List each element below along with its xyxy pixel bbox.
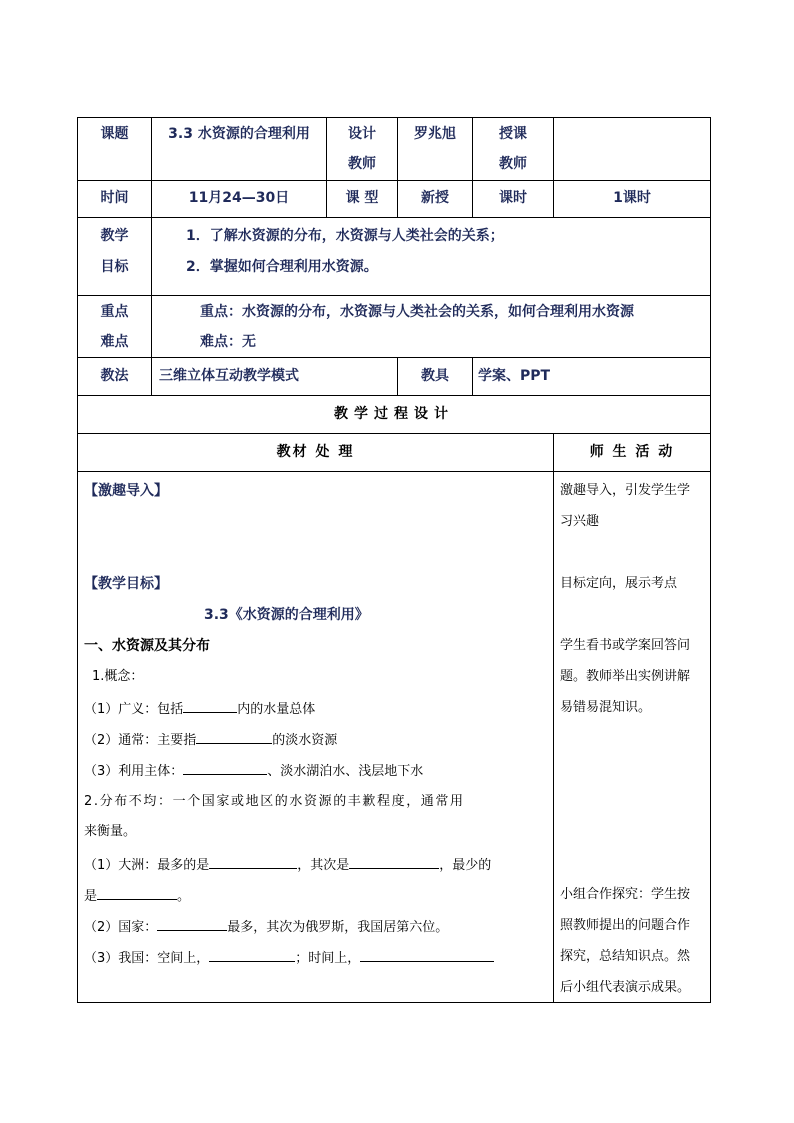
goal-item: 2．掌握如何合理利用水资源。 [186, 259, 378, 275]
blank-line[interactable] [97, 885, 177, 900]
blank-line[interactable] [209, 947, 295, 962]
broad-definition: （1）广义：包括 内的水量总体 [84, 698, 315, 720]
key-point: 重点：水资源的分布，水资源与人类社会的关系，如何合理利用水资源 [200, 304, 634, 320]
col-divider [553, 433, 554, 1003]
activity-text: 后小组代表演示成果。 [560, 980, 691, 995]
col-material-header: 教材 处 理 [276, 444, 355, 460]
table-border-left [77, 117, 78, 1003]
difficult-point: 难点：无 [200, 334, 256, 350]
table-border-right [710, 117, 711, 1003]
goal-item: 1．了解水资源的分布，水资源与人类社会的关系； [186, 228, 504, 244]
continent-line-2: 是 。 [84, 885, 190, 907]
col-divider [472, 357, 473, 395]
activity-text: 探究，总结知识点。然 [560, 949, 691, 964]
type-value: 新授 [421, 190, 449, 206]
col-activity-header: 师 生 活 动 [589, 444, 675, 460]
continent-line: （1）大洲：最多的是 ，其次是 ，最少的 [84, 854, 491, 876]
lecturer-label-1: 授课 [499, 126, 527, 142]
time-value: 11月24—30日 [188, 190, 290, 206]
activity-text: 易错易混知识。 [560, 700, 652, 715]
lecturer-label-2: 教师 [499, 156, 527, 172]
uneven-text-2: 来衡量。 [84, 824, 137, 839]
activity-text: 学生看书或学案回答问 [560, 638, 691, 653]
row-divider-1 [77, 180, 711, 181]
table-border-bottom [77, 1002, 711, 1003]
row-divider-2 [77, 217, 711, 218]
intro-heading: 【激趣导入】 [84, 483, 168, 499]
activity-text: 习兴趣 [560, 514, 600, 529]
activity-text: 激趣导入，引发学生学 [560, 483, 691, 498]
goals-label-2: 目标 [100, 259, 129, 275]
row-divider-6 [77, 433, 711, 434]
activity-text: 题。教师举出实例讲解 [560, 669, 691, 684]
method-value: 三维立体互动教学模式 [159, 368, 299, 384]
uneven-text-1: 2.分布不均：一个国家或地区的水资源的丰歉程度，通常用 [84, 794, 465, 809]
type-label: 课 型 [345, 190, 379, 206]
country-line: （2）国家： 最多，其次为俄罗斯，我国居第六位。 [84, 916, 448, 938]
blank-line[interactable] [183, 760, 267, 775]
goals-heading: 【教学目标】 [84, 576, 168, 592]
usual-definition: （2）通常：主要指 的淡水资源 [84, 729, 337, 751]
tools-value: 学案、PPT [478, 368, 551, 384]
blank-line[interactable] [183, 698, 237, 713]
blank-line[interactable] [349, 854, 439, 869]
key-label-2: 难点 [100, 334, 129, 350]
section-heading: 一、水资源及其分布 [84, 638, 210, 654]
activity-text: 小组合作探究：学生按 [560, 887, 691, 902]
row-divider-7 [77, 471, 711, 472]
blank-line[interactable] [196, 729, 272, 744]
use-definition: （3）利用主体： 、淡水湖泊水、浅层地下水 [84, 760, 423, 782]
hours-label: 课时 [499, 190, 527, 206]
method-label: 教法 [100, 368, 129, 384]
designer-label-1: 设计 [348, 126, 376, 142]
time-label: 时间 [100, 190, 129, 206]
topic-label: 课题 [100, 126, 129, 142]
goals-label-1: 教学 [100, 228, 129, 244]
key-label-1: 重点 [100, 304, 129, 320]
hours-value: 1课时 [613, 190, 651, 206]
row-divider-5 [77, 395, 711, 396]
blank-line[interactable] [360, 947, 494, 962]
activity-text: 照教师提出的问题合作 [560, 918, 691, 933]
row-divider-4 [77, 357, 711, 358]
table-border-top [77, 117, 711, 118]
designer-name: 罗兆旭 [414, 126, 456, 142]
activity-text: 目标定向，展示考点 [560, 576, 678, 591]
lesson-title: 3.3《水资源的合理利用》 [204, 607, 369, 623]
topic-value: 3.3 水资源的合理利用 [168, 126, 310, 142]
tools-label: 教具 [421, 368, 449, 384]
china-line: （3）我国：空间上， ；时间上， [84, 947, 494, 969]
blank-line[interactable] [157, 916, 227, 931]
process-title: 教学过程设计 [334, 406, 454, 422]
designer-label-2: 教师 [348, 156, 376, 172]
row-divider-3 [77, 295, 711, 296]
blank-line[interactable] [209, 854, 297, 869]
col-divider [151, 117, 152, 395]
concept-label: 1.概念： [92, 669, 144, 684]
